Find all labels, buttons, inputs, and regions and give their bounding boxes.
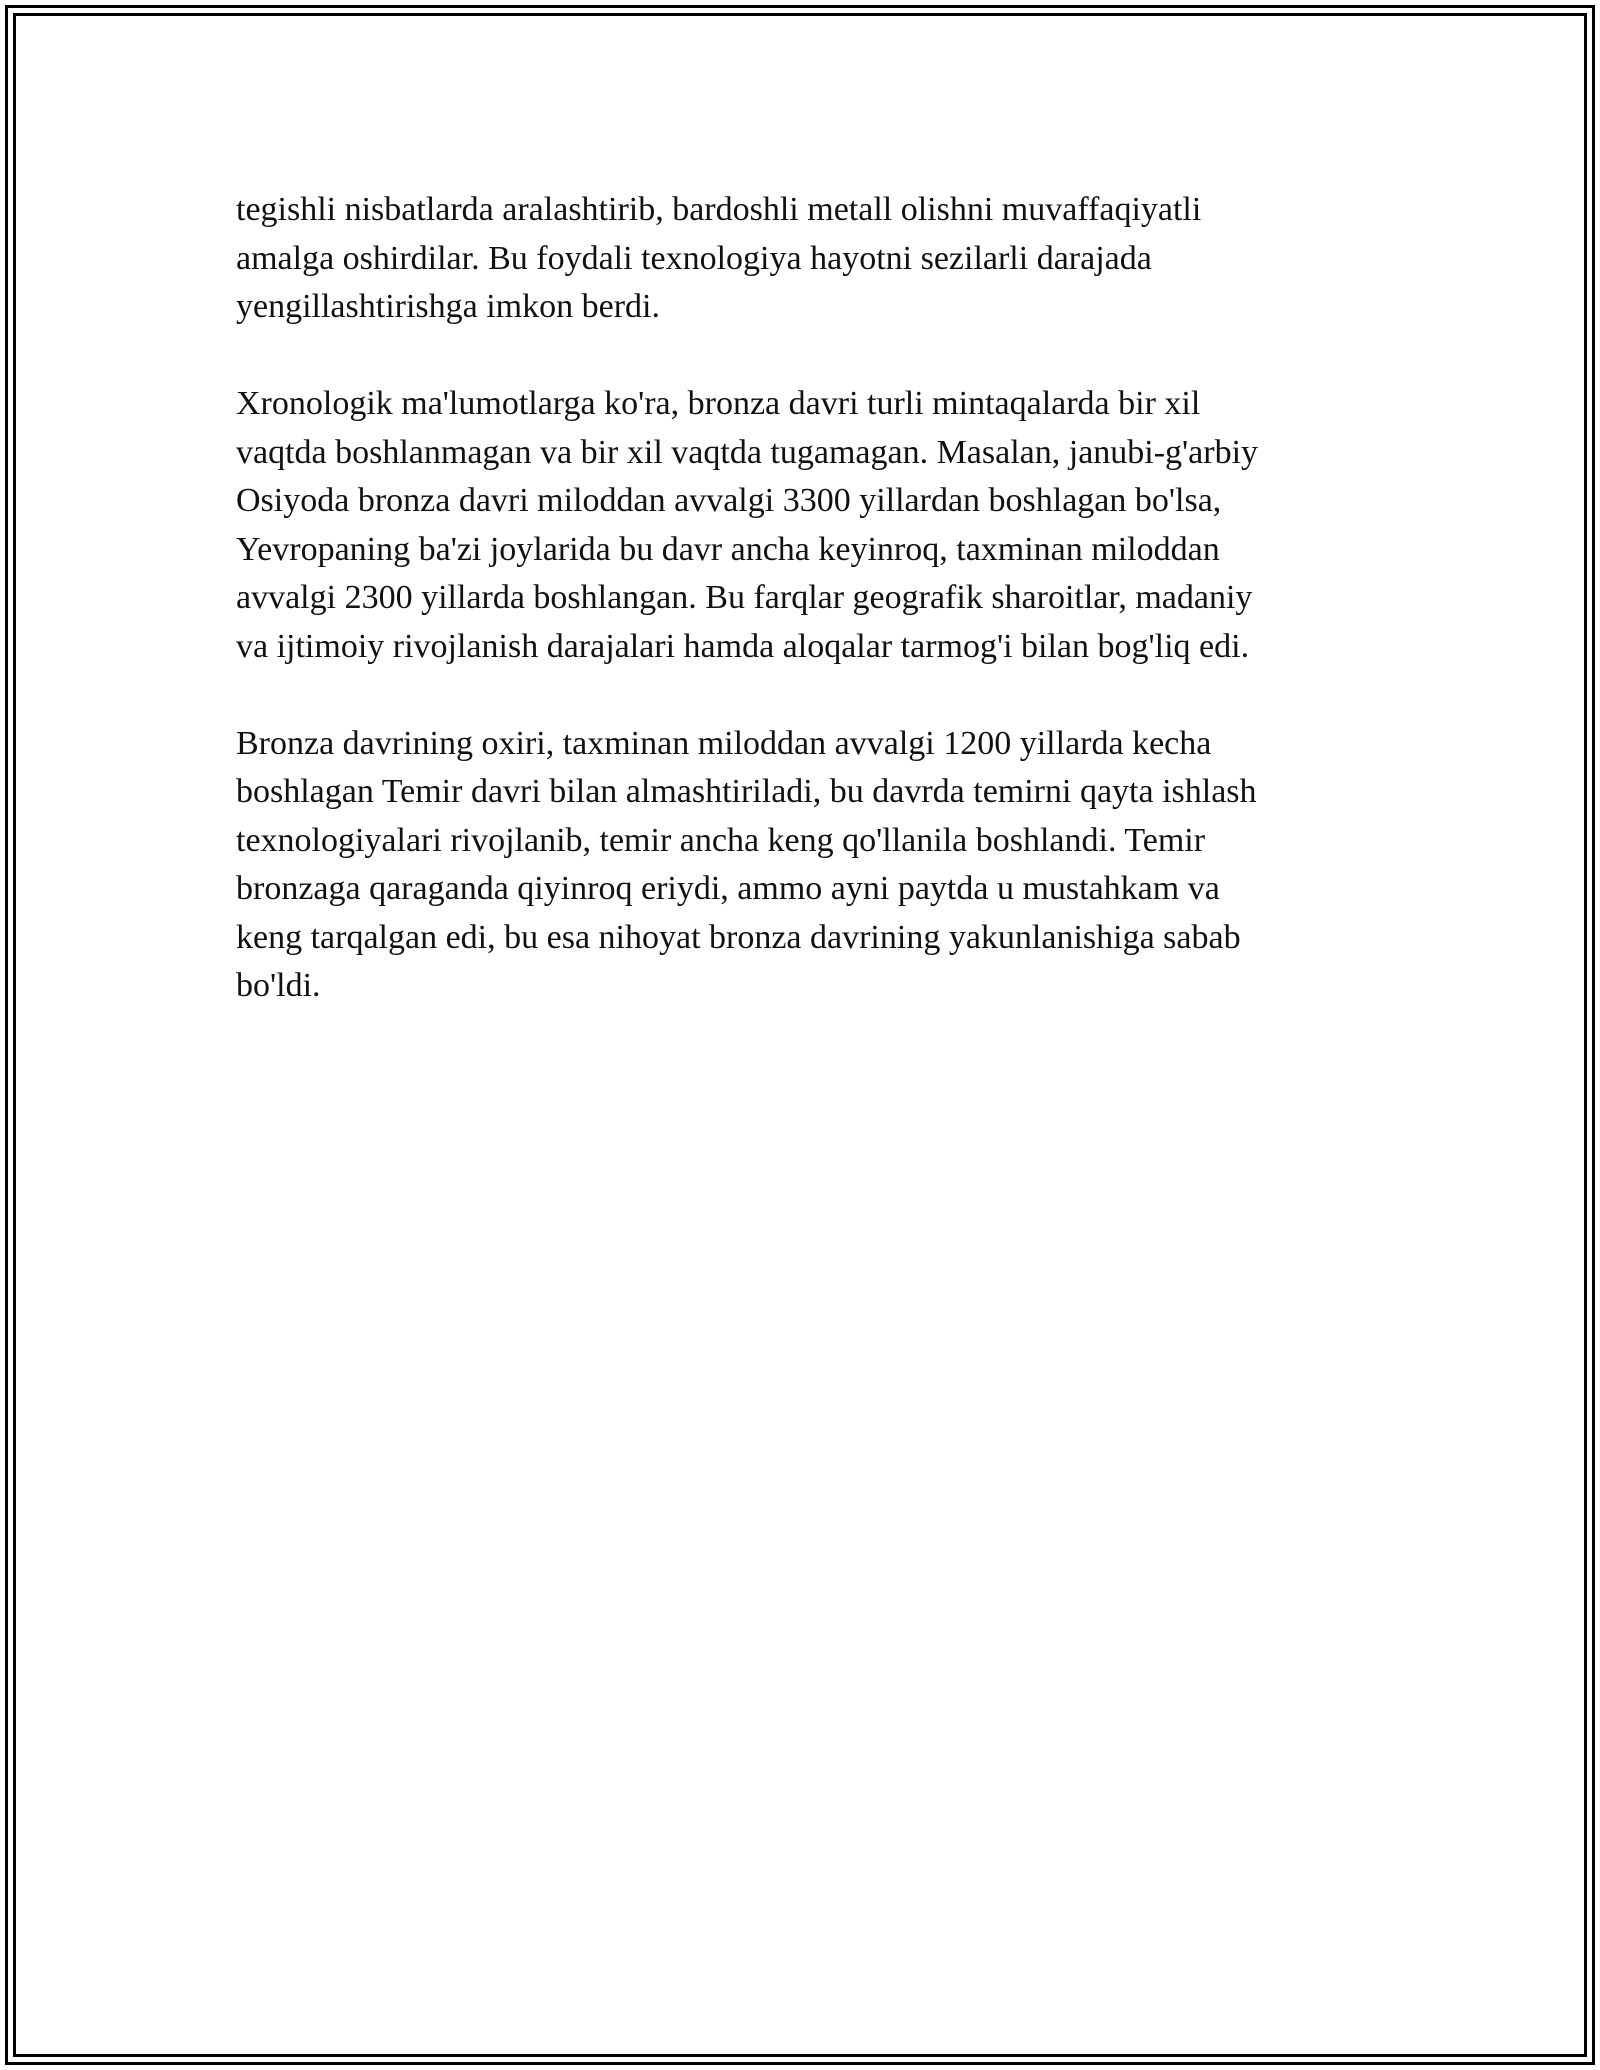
paragraph-3: Bronza davrining oxiri, taxminan miloddan avvalgi 1200 yillarda kecha boshlagan Temir davri bilan almashtiriladi, bu davrda temirni qayta ishlash texnologiyalari rivojlanib, temir ancha keng qo'llanila boshlandi. Temir bronzaga qaraganda qiyinroq eriydi, ammo ayni paytda u mustahkam va keng tarqalgan edi, bu esa nihoyat bronza davrining yakunlanishiga sabab bo'ldi. xyxy=(236,724,1257,1004)
document-body xyxy=(236,186,1376,1059)
paragraph-2: Xronologik ma'lumotlarga ko'ra, bronza davri turli mintaqalarda bir xil vaqtda boshlanmagan va bir xil vaqtda tugamagan. Masalan, janubi-g'arbiy Osiyoda bronza davri miloddan avvalgi 3300 yillardan boshlagan bo'lsa, Yevropaning ba'zi joylarida bu davr ancha keyinroq, taxminan miloddan avvalgi 2300 yillarda boshlangan. Bu farqlar geografik sharoitlar, madaniy va ijtimoiy rivojlanish darajalari hamda aloqalar tarmog'i bilan bog'liq edi. xyxy=(236,385,1259,665)
paragraph-1: tegishli nisbatlarda aralashtirib, bardoshli metall olishni muvaffaqiyatli amalga oshirdilar. Bu foydali texnologiya hayotni sezilarli darajada yengillashtirishga imkon berdi. xyxy=(236,191,1202,325)
